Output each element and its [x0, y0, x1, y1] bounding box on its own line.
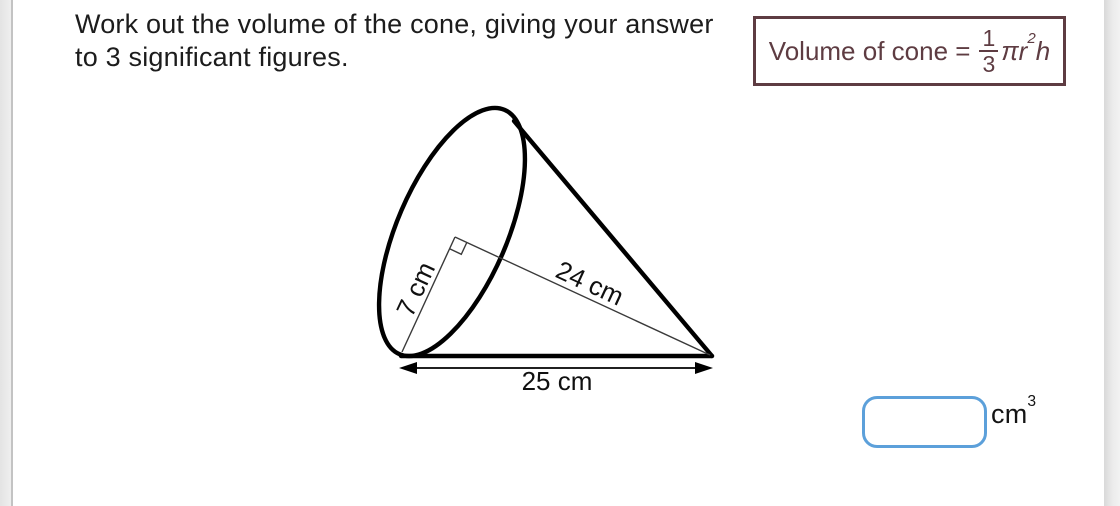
height-label: 24 cm	[551, 254, 629, 312]
question-line-1: Work out the volume of the cone, giving your answer	[75, 9, 714, 39]
left-page-gutter	[0, 0, 13, 506]
formula-prefix: Volume of cone =	[768, 35, 971, 66]
formula-fraction	[979, 26, 998, 76]
answer-unit-exponent: 3	[1027, 392, 1037, 410]
cone-diagram	[370, 95, 735, 397]
radius-exponent: 2	[1027, 30, 1036, 48]
pi-symbol: π	[1001, 35, 1019, 66]
question-text	[75, 8, 714, 74]
cone-upper-slant-edge	[514, 121, 712, 356]
dimension-arrowhead-right	[695, 362, 713, 374]
fraction-numerator: 1	[979, 26, 998, 52]
question-line-2: to 3 significant figures.	[75, 42, 349, 72]
radius-symbol: r	[1018, 35, 1028, 66]
fraction-denominator: 3	[982, 51, 996, 77]
height-symbol: h	[1035, 35, 1051, 66]
radius-label: 7 cm	[390, 257, 442, 321]
answer-input[interactable]	[862, 396, 987, 448]
formula-terms	[1001, 30, 1051, 67]
formula-box	[753, 16, 1066, 86]
dimension-arrowhead-left	[399, 362, 417, 374]
answer-unit-text: cm	[991, 399, 1028, 429]
right-scroll-gutter[interactable]	[1104, 0, 1120, 506]
answer-unit	[991, 392, 1037, 430]
slant-label: 25 cm	[521, 365, 593, 396]
